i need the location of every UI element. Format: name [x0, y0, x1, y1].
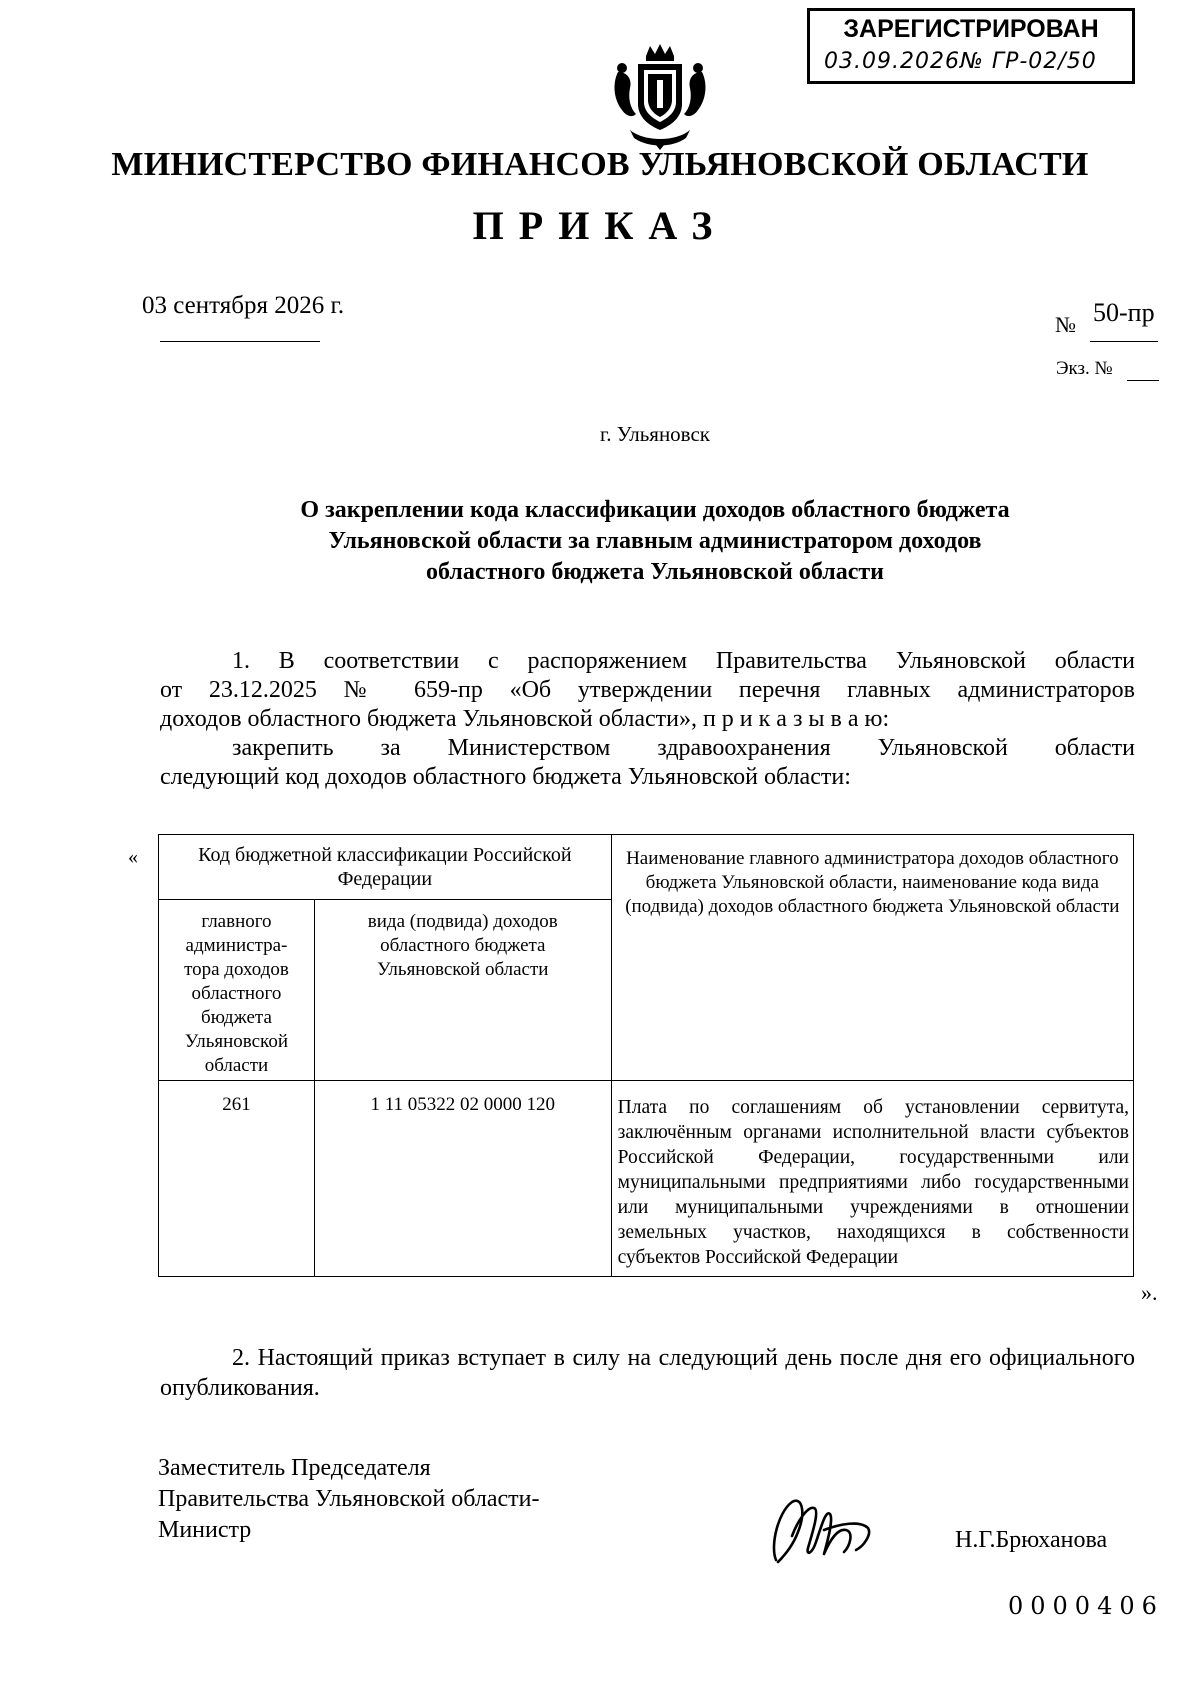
header-admin-line: бюджета [201, 1007, 272, 1028]
header-kind: вида (подвида) доходов областного бюджета Ульяновской области [314, 900, 611, 1081]
kind-code-cell: 1 11 05322 02 0000 120 [314, 1081, 611, 1277]
budget-code-table [158, 834, 1134, 1277]
header-admin-line: администра- [185, 935, 288, 956]
description-cell: Плата по соглашениям об установлении сервитута, заключённым органами исполнительной власти субъектов Российской Федерации, государственными или муниципальными предприятиями либо государственными или муниципальными учреждениями в отношении земельных участков, находящихся в собственности субъектов Российской Федерации [611, 1081, 1133, 1277]
header-name: Наименование главного администратора доходов областного бюджета Ульяновской области, наименование кода вида (подвида) доходов областного бюджета Ульяновской области [611, 835, 1133, 1081]
signer-line: Заместитель Председателя [158, 1455, 431, 1481]
header-admin-line: области [204, 1055, 269, 1076]
body-line: от 23.12.2025 № 659-пр «Об утверждении перечня главных администраторов [160, 677, 1135, 703]
admin-code-cell: 261 [159, 1081, 315, 1277]
table-close-quote: ». [1141, 1280, 1158, 1305]
order-title-line: Ульяновской области за главным администратором доходов [328, 528, 982, 554]
number-sign: № [1055, 312, 1076, 337]
body-line: 1. В соответствии с распоряжением Правительства Ульяновской области [232, 648, 1135, 674]
body-line: следующий код доходов областного бюджета Ульяновской области: [160, 764, 851, 790]
header-admin-line: Ульяновской [184, 1031, 288, 1052]
number-underline [1090, 341, 1158, 342]
registration-stamp [807, 8, 1135, 84]
handwritten-signature-icon [768, 1490, 888, 1570]
signer-line: Правительства Ульяновской области- [158, 1486, 540, 1512]
stamp-handwritten-entry: 03.09.2026№ ГР-02/50 [824, 49, 1097, 74]
order-body [160, 647, 1135, 792]
order-title [170, 495, 1140, 588]
signer-name: Н.Г.Брюханова [955, 1527, 1108, 1553]
stamp-title: ЗАРЕГИСТРИРОВАН [843, 15, 1099, 43]
copy-number-underline [1127, 380, 1159, 381]
body-line: доходов областного бюджета Ульяновской области», п р и к а з ы в а ю: [160, 706, 890, 732]
header-code-group: Код бюджетной классификации Российской Федерации [159, 835, 612, 900]
header-admin-line: тора доходов [184, 959, 289, 980]
signer-position [158, 1453, 539, 1546]
date-underline [160, 341, 320, 342]
signer-line: Министр [158, 1517, 252, 1543]
order-title-line: О закреплении кода классификации доходов областного бюджета [300, 497, 1010, 523]
header-admin [159, 900, 315, 1081]
ulyanovsk-coat-of-arms-icon [608, 42, 712, 152]
item-2-text: 2. Настоящий приказ вступает в силу на следующий день после дня его официального опубликования. [160, 1345, 1135, 1401]
order-date: 03 сентября 2026 г. [142, 292, 345, 319]
order-number: 50-пр [1093, 298, 1155, 327]
document-serial-number: 0000406 [1008, 1592, 1164, 1620]
header-admin-line: областного [191, 983, 282, 1004]
header-admin-line: главного [201, 911, 272, 932]
ministry-name: МИНИСТЕРСТВО ФИНАНСОВ УЛЬЯНОВСКОЙ ОБЛАСТИ [111, 146, 1089, 183]
copy-label: Экз. № [1056, 358, 1113, 379]
table-row [159, 1081, 1134, 1277]
city: г. Ульяновск [599, 422, 710, 446]
document-type: ПРИКАЗ [472, 203, 728, 248]
order-title-line: областного бюджета Ульяновской области [425, 559, 885, 585]
body-line: закрепить за Министерством здравоохранения Ульяновской области [232, 735, 1135, 761]
table-header-row [159, 835, 1134, 900]
table-open-quote: « [128, 846, 138, 868]
order-item-2 [160, 1343, 1135, 1403]
